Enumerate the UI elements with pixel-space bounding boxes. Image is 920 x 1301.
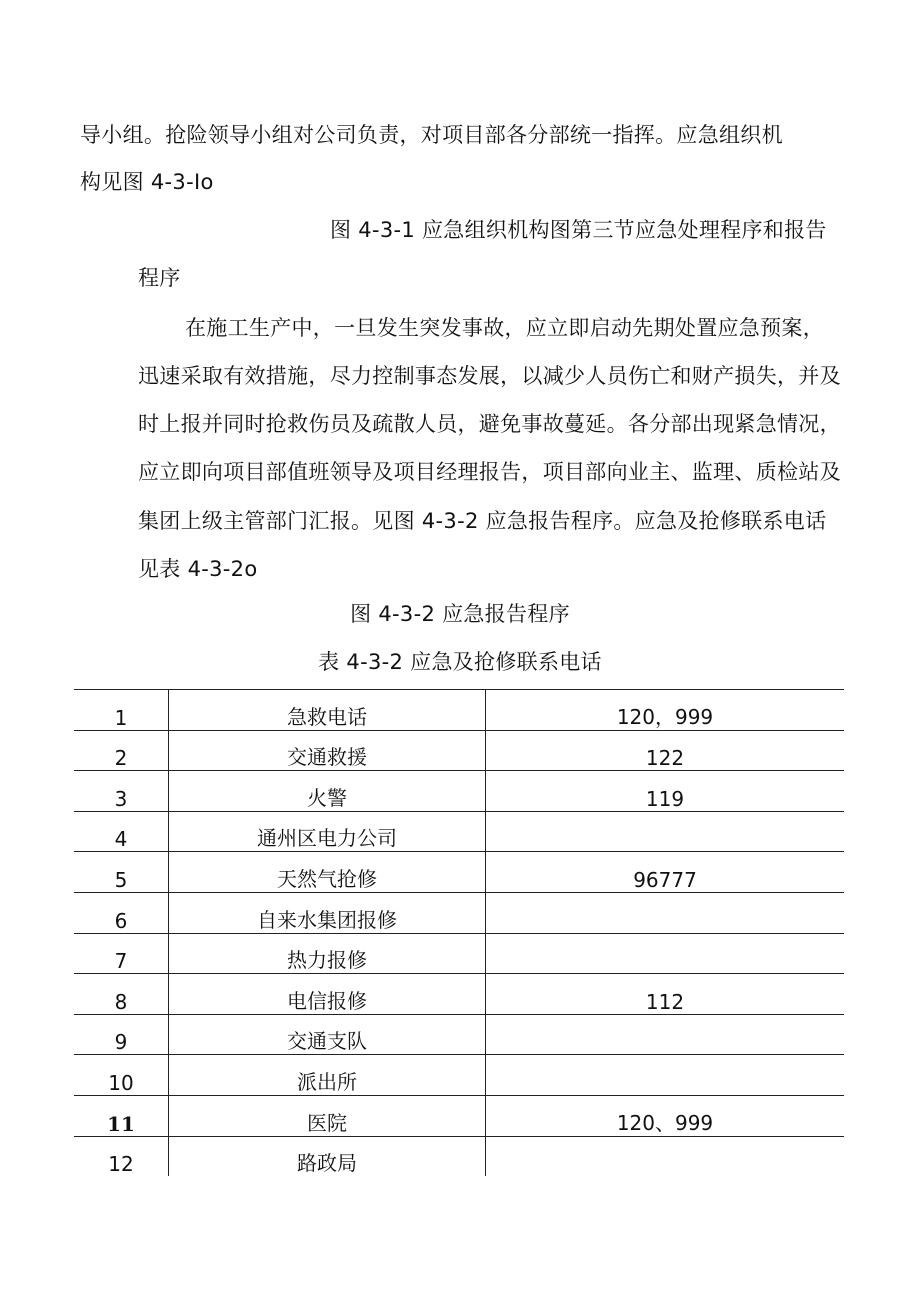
table-row xyxy=(74,771,844,812)
contact-phone xyxy=(486,1136,845,1176)
row-index: 3 xyxy=(74,771,169,812)
contact-phone xyxy=(486,1014,845,1055)
row-index: 9 xyxy=(74,1014,169,1055)
row-index: 5 xyxy=(74,852,169,893)
table-row xyxy=(74,1095,844,1136)
contact-name: 天然气抢修 xyxy=(169,852,486,893)
contact-phone: 112 xyxy=(486,974,845,1015)
row-index: 4 xyxy=(74,811,169,852)
emergency-contacts-table xyxy=(74,689,844,1176)
table-row xyxy=(74,892,844,933)
contact-name: 急救电话 xyxy=(169,690,486,731)
table-caption: 表 4-3-2 应急及抢修联系电话 xyxy=(318,650,602,674)
row-index: 7 xyxy=(74,933,169,974)
contact-phone: 120，999 xyxy=(486,690,845,731)
table-row xyxy=(74,1014,844,1055)
contact-phone xyxy=(486,1055,845,1096)
row-index: 8 xyxy=(74,974,169,1015)
row-index: 11 xyxy=(74,1095,169,1136)
row-index: 2 xyxy=(74,730,169,771)
paragraph-line: 应立即向项目部值班领导及项目经理报告，项目部向业主、监理、质检站及 xyxy=(138,460,841,484)
paragraph-line: 见表 4-3-2o xyxy=(138,557,258,581)
table-row xyxy=(74,1136,844,1176)
caption-line: 图 4-3-1 应急组织机构图第三节应急处理程序和报告 xyxy=(330,218,827,242)
contact-phone: 122 xyxy=(486,730,845,771)
row-index: 6 xyxy=(74,892,169,933)
contact-name: 通州区电力公司 xyxy=(169,811,486,852)
row-index: 12 xyxy=(74,1136,169,1176)
contact-phone: 120、999 xyxy=(486,1095,845,1136)
table-row xyxy=(74,690,844,731)
figure-4-3-2-caption: 图 4-3-2 应急报告程序 xyxy=(350,602,570,626)
contact-name: 火警 xyxy=(169,771,486,812)
contact-name: 电信报修 xyxy=(169,974,486,1015)
contact-phone xyxy=(486,892,845,933)
contact-phone: 96777 xyxy=(486,852,845,893)
contact-name: 医院 xyxy=(169,1095,486,1136)
table-row xyxy=(74,974,844,1015)
contact-phone: 119 xyxy=(486,771,845,812)
paragraph-line: 在施工生产中，一旦发生突发事故，应立即启动先期处置应急预案， xyxy=(185,316,824,340)
row-index: 1 xyxy=(74,690,169,731)
table-row xyxy=(74,730,844,771)
paragraph-line: 时上报并同时抢救伤员及疏散人员，避免事故蔓延。各分部出现紧急情况， xyxy=(138,412,841,436)
contact-name: 自来水集团报修 xyxy=(169,892,486,933)
contact-name: 热力报修 xyxy=(169,933,486,974)
row-index: 10 xyxy=(74,1055,169,1096)
paragraph-line: 集团上级主管部门汇报。见图 4-3-2 应急报告程序。应急及抢修联系电话 xyxy=(138,509,827,533)
paragraph-line: 迅速采取有效措施，尽力控制事态发展，以减少人员伤亡和财产损失，并及 xyxy=(138,364,841,388)
contact-name: 交通救援 xyxy=(169,730,486,771)
paragraph-line: 导小组。抢险领导小组对公司负责，对项目部各分部统一指挥。应急组织机 xyxy=(80,123,783,147)
table-row xyxy=(74,1055,844,1096)
table-row xyxy=(74,852,844,893)
table-row xyxy=(74,933,844,974)
caption-line: 程序 xyxy=(138,266,181,290)
table-row xyxy=(74,811,844,852)
contact-name: 交通支队 xyxy=(169,1014,486,1055)
contact-phone xyxy=(486,811,845,852)
contact-name: 派出所 xyxy=(169,1055,486,1096)
paragraph-line: 构见图 4-3-Io xyxy=(80,170,214,194)
contact-phone xyxy=(486,933,845,974)
contact-name: 路政局 xyxy=(169,1136,486,1176)
